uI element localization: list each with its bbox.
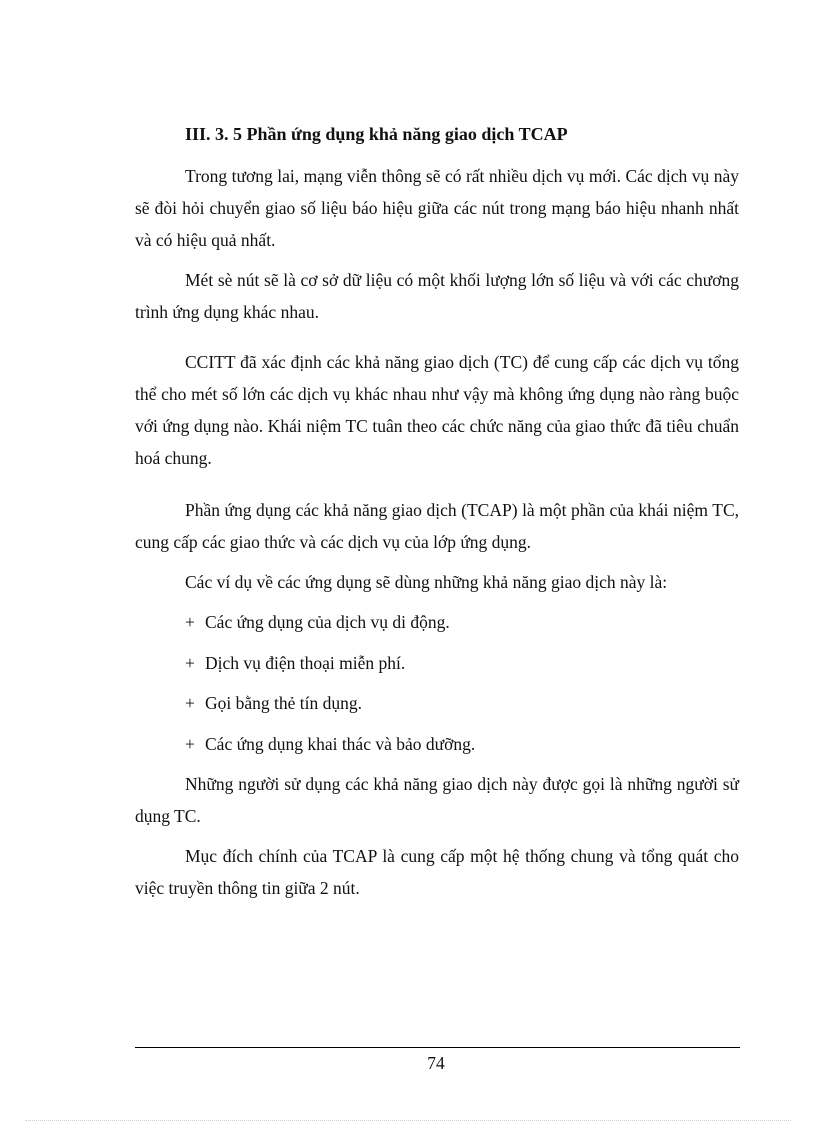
plus-bullet: + bbox=[185, 693, 195, 713]
list-item-text: Gọi bằng thẻ tín dụng. bbox=[205, 693, 362, 713]
paragraph: Mục đích chính của TCAP là cung cấp một hệ thống chung và tổng quát cho việc truyền thông tin giữa 2 nút. bbox=[135, 846, 739, 898]
paragraph: CCITT đã xác định các khả năng giao dịch (TC) để cung cấp các dịch vụ tổng thể cho mét số lớn các dịch vụ khác nhau như vậy mà không ứng dụng nào ràng buộc với ứng dụng nào. Khái niệm TC tuân theo các chức năng của giao thức đã tiêu chuẩn hoá chung. bbox=[135, 352, 739, 468]
list-item-text: Dịch vụ điện thoại miễn phí. bbox=[205, 653, 406, 673]
section-heading: III. 3. 5 Phần ứng dụng khả năng giao dịch TCAP bbox=[185, 124, 568, 144]
list-item-text: Các ứng dụng của dịch vụ di động. bbox=[205, 612, 450, 632]
paragraph: Các ví dụ về các ứng dụng sẽ dùng những khả năng giao dịch này là: bbox=[185, 572, 668, 592]
list-item bbox=[185, 728, 475, 760]
plus-bullet: + bbox=[185, 734, 195, 754]
page-number: 74 bbox=[427, 1053, 445, 1073]
paragraph: Mét sè nút sẽ là cơ sở dữ liệu có một khối lượng lớn số liệu và với các chương trình ứng dụng khác nhau. bbox=[135, 270, 739, 322]
paragraph: Những người sử dụng các khả năng giao dịch này được gọi là những người sử dụng TC. bbox=[135, 774, 739, 826]
list-item-text: Các ứng dụng khai thác và bảo dưỡng. bbox=[205, 734, 476, 754]
footer-rule bbox=[135, 1047, 740, 1048]
page-edge-divider bbox=[25, 1120, 791, 1121]
list-item bbox=[185, 606, 450, 638]
plus-bullet: + bbox=[185, 612, 195, 632]
list-item bbox=[185, 647, 405, 679]
paragraph: Phần ứng dụng các khả năng giao dịch (TCAP) là một phần của khái niệm TC, cung cấp các giao thức và các dịch vụ của lớp ứng dụng. bbox=[135, 500, 739, 552]
list-item bbox=[185, 687, 362, 719]
paragraph: Trong tương lai, mạng viễn thông sẽ có rất nhiều dịch vụ mới. Các dịch vụ này sẽ đòi hỏi chuyển giao số liệu báo hiệu giữa các nút trong mạng báo hiệu nhanh nhất và có hiệu quả nhất. bbox=[135, 166, 739, 250]
plus-bullet: + bbox=[185, 653, 195, 673]
